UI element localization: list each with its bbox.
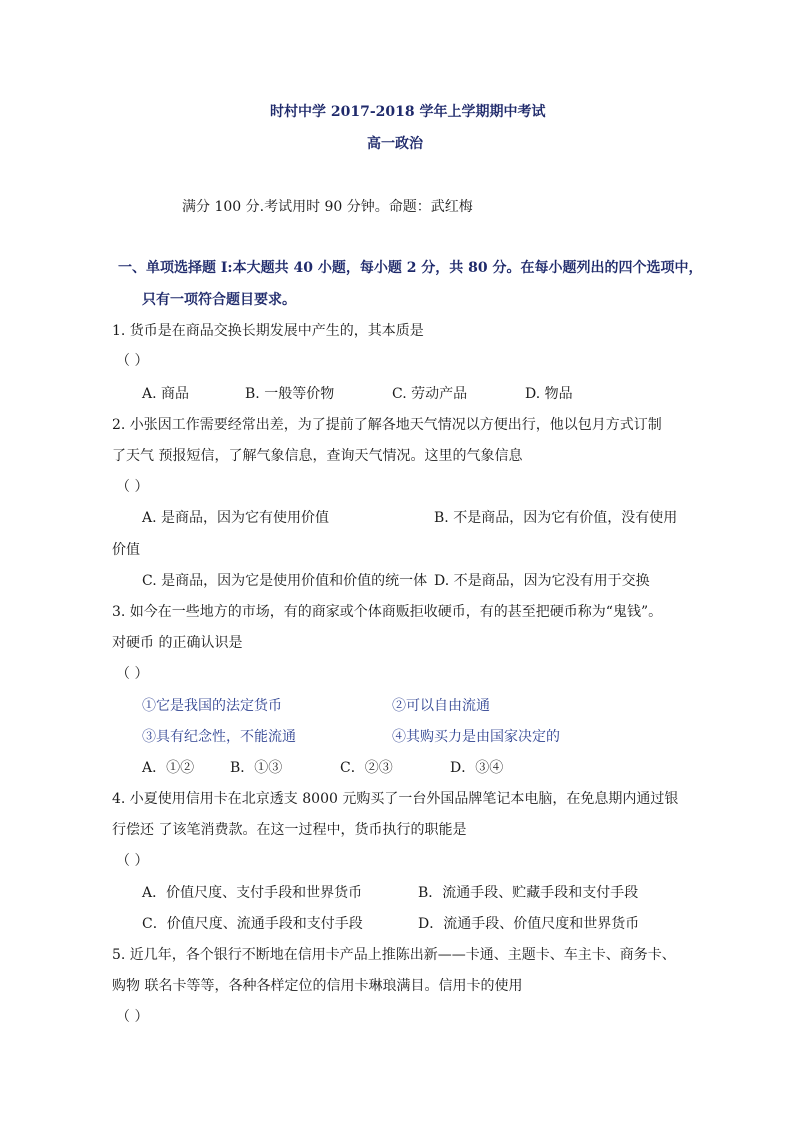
section-heading-line2: 只有一项符合题目要求。 bbox=[142, 292, 296, 308]
question-2-stem-line2: 了天气 预报短信，了解气象信息，查询天气情况。这里的气象信息 bbox=[112, 448, 523, 464]
question-3-option-c: C．②③ bbox=[340, 760, 393, 776]
question-2-option-a: A. 是商品，因为它有使用价值 bbox=[142, 510, 330, 526]
question-2-option-b-wrap: 价值 bbox=[112, 542, 140, 558]
question-1-stem: 1. 货币是在商品交换长期发展中产生的，其本质是 bbox=[112, 323, 424, 339]
question-3-option-b: B．①③ bbox=[230, 760, 283, 776]
question-3-statement-1: ①它是我国的法定货币 bbox=[142, 698, 282, 714]
question-1-option-a: A. 商品 bbox=[142, 386, 190, 402]
question-4-option-b: B．流通手段、贮藏手段和支付手段 bbox=[418, 885, 639, 901]
question-4-stem-line1: 4. 小夏使用信用卡在北京透支 8000 元购买了一台外国品牌笔记本电脑，在免息期内通过银 bbox=[112, 791, 679, 807]
question-1-option-b: B. 一般等价物 bbox=[245, 386, 335, 402]
question-5-stem-line2: 购物 联名卡等等，各种各样定位的信用卡琳琅满目。信用卡的使用 bbox=[112, 978, 523, 994]
section-heading-line1: 一、单项选择题 I:本大题共 40 小题，每小题 2 分，共 80 分。在每小题列出的四个选项中， bbox=[118, 260, 703, 276]
question-1-option-d: D. 物品 bbox=[525, 386, 573, 402]
question-4-option-c: C．价值尺度、流通手段和支付手段 bbox=[142, 916, 363, 932]
question-3-statement-3: ③具有纪念性，不能流通 bbox=[142, 729, 296, 745]
question-2-option-b: B. 不是商品，因为它有价值，没有使用 bbox=[434, 510, 678, 526]
exam-info: 满分 100 分.考试用时 90 分钟。命题：武红梅 bbox=[182, 199, 473, 215]
question-4-stem-line2: 行偿还 了该笔消费款。在这一过程中，货币执行的职能是 bbox=[112, 822, 467, 838]
question-1-paren: （ ） bbox=[116, 353, 149, 369]
subject-title: 高一政治 bbox=[367, 136, 423, 152]
question-3-paren: （ ） bbox=[116, 666, 149, 682]
question-4-option-a: A．价值尺度、支付手段和世界货币 bbox=[142, 885, 363, 901]
question-5-paren: （ ） bbox=[116, 1009, 149, 1025]
question-3-stem-line1: 3. 如今在一些地方的市场，有的商家或个体商贩拒收硬币，有的甚至把硬币称为“鬼钱”。 bbox=[112, 604, 663, 620]
question-3-option-d: D．③④ bbox=[450, 760, 504, 776]
question-3-stem-line2: 对硬币 的正确认识是 bbox=[112, 635, 243, 651]
question-3-option-a: A．①② bbox=[142, 760, 195, 776]
exam-title: 时村中学 2017-2018 学年上学期期中考试 bbox=[270, 104, 546, 120]
question-2-option-c: C. 是商品，因为它是使用价值和价值的统一体 bbox=[142, 573, 428, 589]
question-4-paren: （ ） bbox=[116, 853, 149, 869]
question-1-option-c: C. 劳动产品 bbox=[392, 386, 468, 402]
question-2-paren: （ ） bbox=[116, 479, 149, 495]
question-2-option-d: D. 不是商品，因为它没有用于交换 bbox=[434, 573, 650, 589]
question-3-statement-2: ②可以自由流通 bbox=[392, 698, 490, 714]
question-2-stem-line1: 2. 小张因工作需要经常出差，为了提前了解各地天气情况以方便出行，他以包月方式订制 bbox=[112, 417, 662, 433]
question-5-stem-line1: 5. 近几年，各个银行不断地在信用卡产品上推陈出新——卡通、主题卡、车主卡、商务卡、 bbox=[112, 947, 676, 963]
question-3-statement-4: ④其购买力是由国家决定的 bbox=[392, 729, 560, 745]
question-4-option-d: D．流通手段、价值尺度和世界货币 bbox=[418, 916, 640, 932]
